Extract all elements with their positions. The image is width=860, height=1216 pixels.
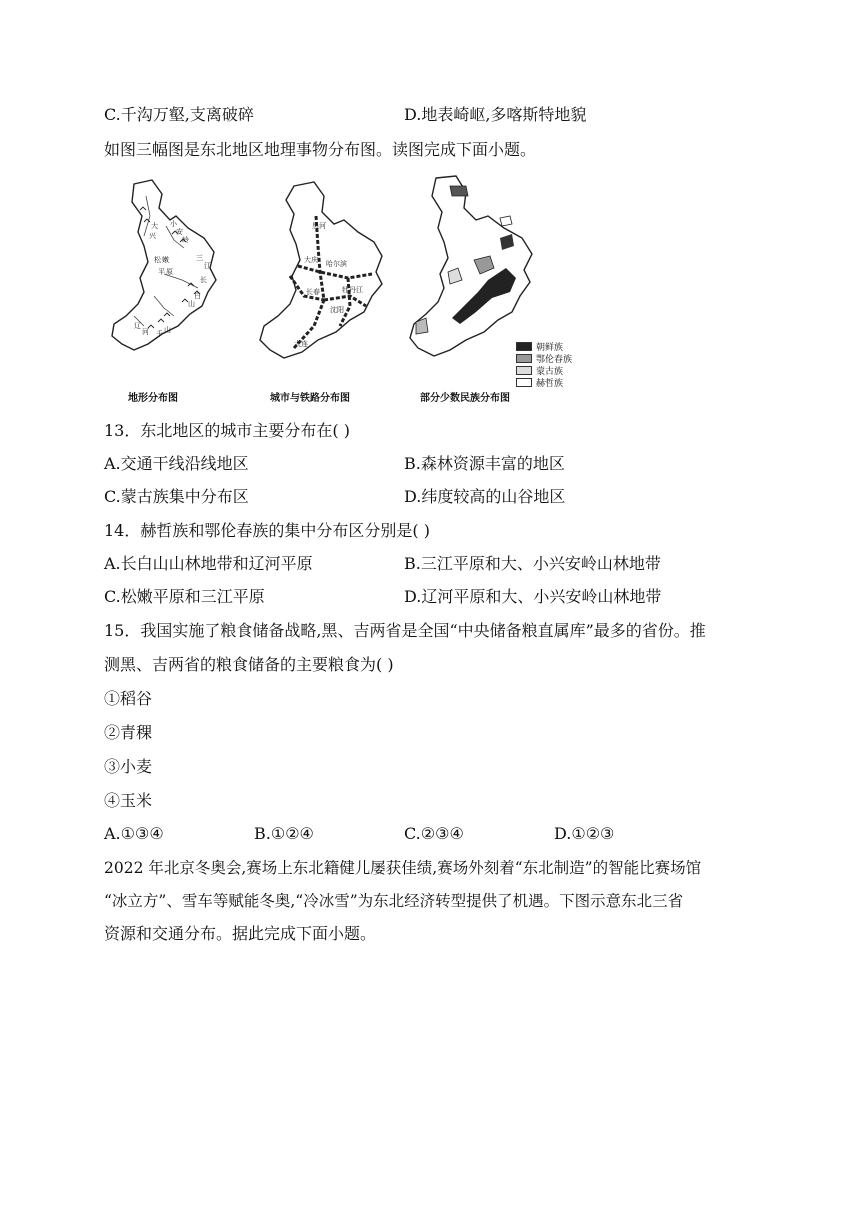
map1-label: 白 bbox=[194, 292, 201, 300]
map2-city-label: 哈尔滨 bbox=[326, 260, 347, 268]
map2-city-label: 长春 bbox=[306, 288, 320, 296]
map1-label: 安 bbox=[176, 228, 183, 236]
q15-item-3: ③小麦 bbox=[104, 757, 153, 776]
map1-label: 大 bbox=[151, 222, 158, 230]
q15-option-d: D.①②③ bbox=[554, 824, 615, 843]
q14-stem: 14．赫哲族和鄂伦春族的集中分布区分别是( ) bbox=[104, 521, 430, 540]
map1-label: 原 bbox=[166, 268, 173, 276]
q13-option-d: D.纬度较高的山谷地区 bbox=[404, 487, 566, 506]
city-railway-map-caption: 城市与铁路分布图 bbox=[270, 393, 350, 404]
map2-city-label: 沈阳 bbox=[330, 306, 344, 314]
map1-label: 江 bbox=[204, 262, 211, 270]
q14-option-d: D.辽河平原和大、小兴安岭山林地带 bbox=[404, 587, 662, 606]
intro-text-2-line1: 2022 年北京冬奥会,赛场上东北籍健儿屡获佳绩,赛场外刻着“东北制造”的智能比赛场馆 bbox=[104, 859, 702, 877]
legend-mongol: 蒙古族 bbox=[516, 364, 563, 377]
q13-stem: 13．东北地区的城市主要分布在( ) bbox=[104, 421, 350, 440]
intro-text-2-line2: “冰立方”、雪车等赋能冬奥,“冷冰雪”为东北经济转型提供了机遇。下图示意东北三省 bbox=[104, 892, 684, 910]
legend-korean: 朝鲜族 bbox=[516, 340, 563, 353]
q13-option-c: C.蒙古族集中分布区 bbox=[104, 487, 249, 506]
intro-text-2-line3: 资源和交通分布。据此完成下面小题。 bbox=[104, 924, 377, 943]
q15-stem-line1: 15．我国实施了粮食储备战略,黑、吉两省是全国“中央储备粮直属库”最多的省份。推 bbox=[104, 621, 706, 640]
intro-text-1: 如图三幅图是东北地区地理事物分布图。读图完成下面小题。 bbox=[104, 140, 537, 159]
map2-city-label: 大庆 bbox=[304, 256, 318, 264]
q15-option-c: C.②③④ bbox=[404, 824, 464, 843]
q15-option-b: B.①②④ bbox=[254, 824, 314, 843]
map1-label: 长 bbox=[200, 276, 207, 284]
map1-label: 山 bbox=[188, 300, 195, 308]
q15-item-1: ①稻谷 bbox=[104, 689, 153, 708]
q15-item-2: ②青稞 bbox=[104, 723, 153, 742]
terrain-map bbox=[104, 176, 234, 366]
map1-label: 山 bbox=[164, 326, 171, 334]
legend-oroqen: 鄂伦春族 bbox=[516, 352, 572, 365]
ethnic-map-caption: 部分少数民族分布图 bbox=[420, 393, 510, 404]
map1-label: 辽 bbox=[134, 322, 141, 330]
map1-label: 岭 bbox=[182, 236, 189, 244]
legend-hezhen: 赫哲族 bbox=[516, 376, 563, 389]
map2-city-label: 黑河 bbox=[312, 222, 326, 230]
map1-label: 兴 bbox=[149, 232, 156, 240]
map2-city-label: 大连 bbox=[294, 340, 308, 348]
map1-label: 三 bbox=[196, 254, 203, 262]
q14-option-c: C.松嫩平原和三江平原 bbox=[104, 587, 265, 606]
q14-option-a: A.长白山山林地带和辽河平原 bbox=[104, 554, 313, 573]
q15-stem-line2: 测黑、吉两省的粮食储备的主要粮食为( ) bbox=[104, 655, 394, 674]
map1-label: 嫩 bbox=[162, 256, 169, 264]
map1-label: 河 bbox=[142, 328, 149, 336]
city-railway-map bbox=[254, 176, 394, 371]
option-c-prev: C.千沟万壑,支离破碎 bbox=[104, 105, 254, 124]
map2-city-label: 牡丹江 bbox=[342, 286, 363, 294]
map1-label: 小 bbox=[170, 220, 177, 228]
option-d-prev: D.地表崎岖,多喀斯特地貌 bbox=[404, 105, 587, 124]
map1-label: 千 bbox=[156, 330, 163, 338]
q15-option-a: A.①③④ bbox=[104, 824, 164, 843]
terrain-map-caption: 地形分布图 bbox=[128, 393, 178, 404]
map1-label: 松 bbox=[154, 256, 161, 264]
q15-item-4: ④玉米 bbox=[104, 791, 153, 810]
q13-option-a: A.交通干线沿线地区 bbox=[104, 454, 249, 473]
map1-label: 平 bbox=[158, 268, 165, 276]
q14-option-b: B.三江平原和大、小兴安岭山林地带 bbox=[404, 554, 661, 573]
q13-option-b: B.森林资源丰富的地区 bbox=[404, 454, 565, 473]
